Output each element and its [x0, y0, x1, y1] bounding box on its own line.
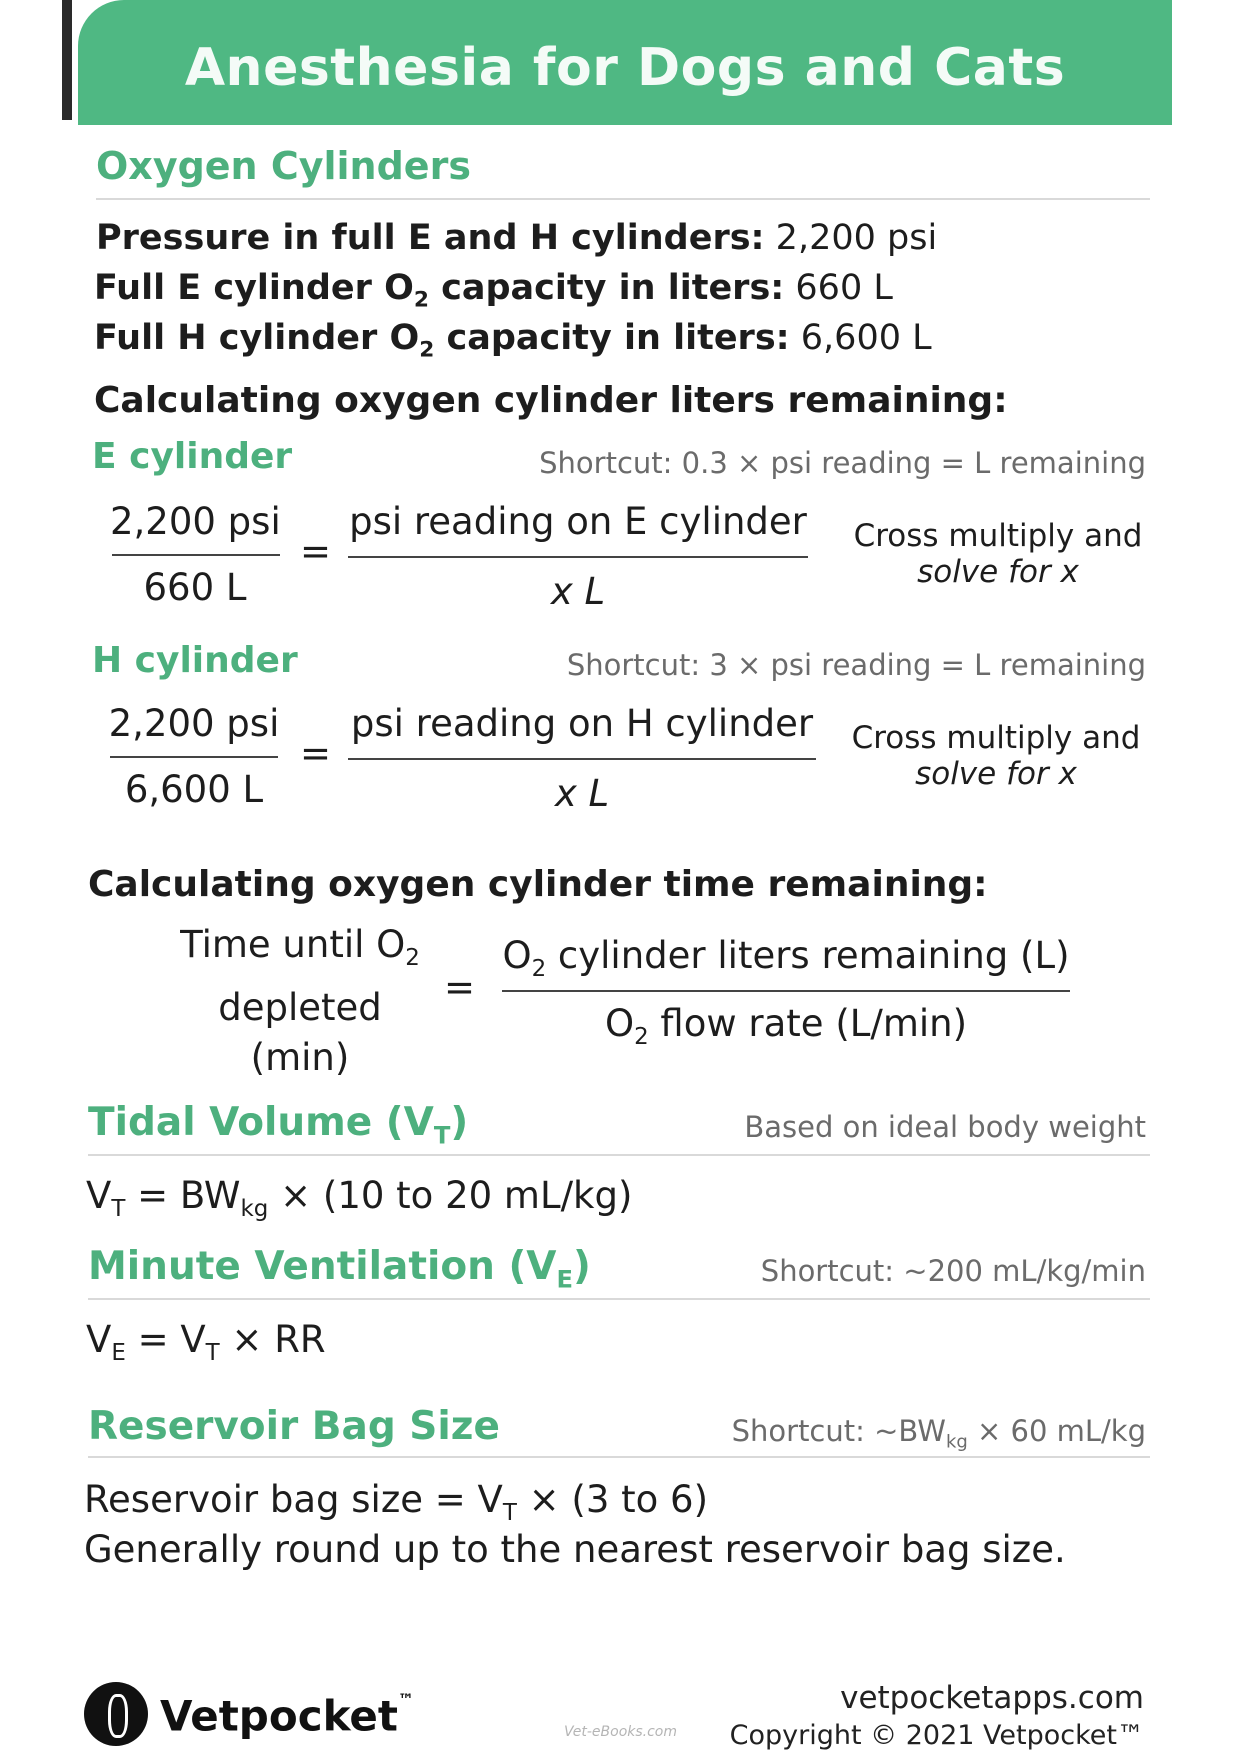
- formula-text: = V: [125, 1318, 206, 1361]
- fraction-bar: [502, 990, 1070, 992]
- time-line-3: (min): [250, 1036, 350, 1080]
- e-shortcut: Shortcut: 0.3 × psi reading = L remaining: [539, 446, 1146, 480]
- equals-sign: =: [444, 966, 476, 1009]
- time-text: Time until O: [180, 923, 406, 966]
- fraction-bar: [110, 756, 278, 758]
- brand-name: [160, 1690, 414, 1741]
- time-denominator: [500, 1002, 1072, 1050]
- subscript: 2: [531, 956, 547, 983]
- e-capacity-value: 660 L: [784, 268, 893, 308]
- instruction-line: Cross multiply and: [853, 518, 1143, 554]
- pressure-value: 2,200 psi: [764, 218, 938, 258]
- equals-sign: =: [300, 530, 332, 573]
- h-capacity-label-rest: capacity in liters:: [434, 318, 790, 358]
- h-cylinder-label: H cylinder: [92, 640, 298, 681]
- divider: [88, 1456, 1150, 1458]
- subscript: T: [111, 1196, 126, 1223]
- copyright: Copyright © 2021 Vetpocket™: [729, 1720, 1144, 1751]
- subscript: T: [502, 1500, 517, 1527]
- subscript: E: [556, 1265, 574, 1294]
- time-numerator: [500, 934, 1072, 982]
- vetpocket-logo-icon: [84, 1682, 148, 1746]
- formula-text: V: [86, 1318, 112, 1361]
- h-capacity-label: Full H cylinder O: [94, 318, 420, 358]
- e-right-numerator: psi reading on E cylinder: [349, 500, 807, 543]
- brand-text: Vetpocket: [160, 1691, 398, 1741]
- h-right-denominator: x L: [554, 772, 610, 815]
- subscript: 2: [634, 1024, 649, 1051]
- subscript: T: [433, 1121, 451, 1150]
- subscript: T: [205, 1340, 220, 1367]
- watermark: Vet-eBooks.com: [564, 1724, 678, 1740]
- divider: [96, 198, 1150, 200]
- formula-text: V: [86, 1174, 112, 1217]
- h-right-numerator: psi reading on H cylinder: [350, 702, 814, 745]
- instruction-line: solve for x: [917, 554, 1079, 590]
- subscript: 2: [405, 945, 420, 972]
- divider: [88, 1154, 1150, 1156]
- subscript: kg: [240, 1196, 269, 1223]
- reservoir-formula: [84, 1478, 708, 1526]
- formula-text: Reservoir bag size = V: [84, 1478, 503, 1521]
- time-left-side: [170, 920, 430, 1083]
- subscript: E: [111, 1340, 126, 1367]
- minute-note: Shortcut: ~200 mL/kg/min: [760, 1254, 1146, 1288]
- numerator-text: cylinder liters remaining (L): [546, 934, 1070, 977]
- trademark: ™: [397, 1690, 414, 1709]
- o2-symbol: O: [604, 1002, 635, 1045]
- h-capacity-line: [94, 318, 932, 363]
- h-shortcut: Shortcut: 3 × psi reading = L remaining: [566, 648, 1146, 682]
- h-capacity-value: 6,600 L: [789, 318, 932, 358]
- heading-text: ): [450, 1100, 469, 1145]
- e-capacity-label: Full E cylinder O: [94, 268, 414, 308]
- equals-sign: =: [300, 732, 332, 775]
- section-heading-minute: [88, 1244, 591, 1293]
- pressure-line: [96, 218, 937, 258]
- tidal-formula: [86, 1174, 632, 1222]
- tidal-note: Based on ideal body weight: [744, 1110, 1146, 1144]
- note-text: Shortcut: ~BW: [731, 1414, 946, 1448]
- subscript: kg: [945, 1431, 968, 1453]
- fraction-bar: [348, 556, 808, 558]
- pressure-label: Pressure in full E and H cylinders:: [96, 218, 765, 258]
- formula-text: × (3 to 6): [516, 1478, 709, 1521]
- left-margin: [0, 0, 70, 1755]
- time-line-2: depleted: [218, 986, 382, 1030]
- calc-time-heading: Calculating oxygen cylinder time remaining:: [88, 864, 988, 905]
- e-capacity-label-rest: capacity in liters:: [428, 268, 785, 308]
- heading-text: Tidal Volume (V: [88, 1100, 434, 1145]
- subscript: 2: [413, 287, 429, 313]
- minute-formula: [86, 1318, 326, 1366]
- instruction-line: Cross multiply and: [851, 720, 1141, 756]
- h-instruction: [846, 720, 1146, 792]
- o2-symbol: O: [502, 934, 532, 977]
- reservoir-note: [732, 1414, 1146, 1452]
- note-text: × 60 mL/kg: [967, 1414, 1146, 1448]
- formula-text: = BW: [125, 1174, 241, 1217]
- calc-liters-heading: Calculating oxygen cylinder liters remaining:: [94, 380, 1008, 421]
- h-fraction-denominator: 6,600 L: [124, 768, 264, 811]
- instruction-line: solve for x: [915, 756, 1077, 792]
- formula-text: × (10 to 20 mL/kg): [268, 1174, 633, 1217]
- e-fraction-numerator: 2,200 psi: [110, 500, 281, 543]
- heading-text: ): [573, 1244, 591, 1289]
- fraction-bar: [112, 554, 280, 556]
- section-heading-reservoir: Reservoir Bag Size: [88, 1404, 500, 1449]
- e-right-denominator: x L: [550, 570, 606, 613]
- denominator-text: flow rate (L/min): [648, 1002, 968, 1045]
- fraction-bar: [348, 758, 816, 760]
- header-bar: [78, 0, 1172, 125]
- page-title: Anesthesia for Dogs and Cats: [184, 38, 1066, 98]
- section-heading-oxygen: Oxygen Cylinders: [96, 144, 471, 188]
- time-line-1: [170, 920, 430, 983]
- h-fraction-numerator: 2,200 psi: [108, 702, 280, 745]
- website-link[interactable]: vetpocketapps.com: [840, 1680, 1144, 1716]
- e-fraction-denominator: 660 L: [143, 566, 247, 609]
- e-cylinder-label: E cylinder: [92, 436, 293, 477]
- e-capacity-line: [94, 268, 893, 313]
- heading-text: Minute Ventilation (V: [88, 1244, 557, 1289]
- formula-text: × RR: [219, 1318, 326, 1361]
- e-instruction: [848, 518, 1148, 590]
- reservoir-guidance: Generally round up to the nearest reservoir bag size.: [84, 1528, 1066, 1571]
- section-heading-tidal: [88, 1100, 468, 1149]
- divider: [88, 1298, 1150, 1300]
- subscript: 2: [419, 337, 435, 363]
